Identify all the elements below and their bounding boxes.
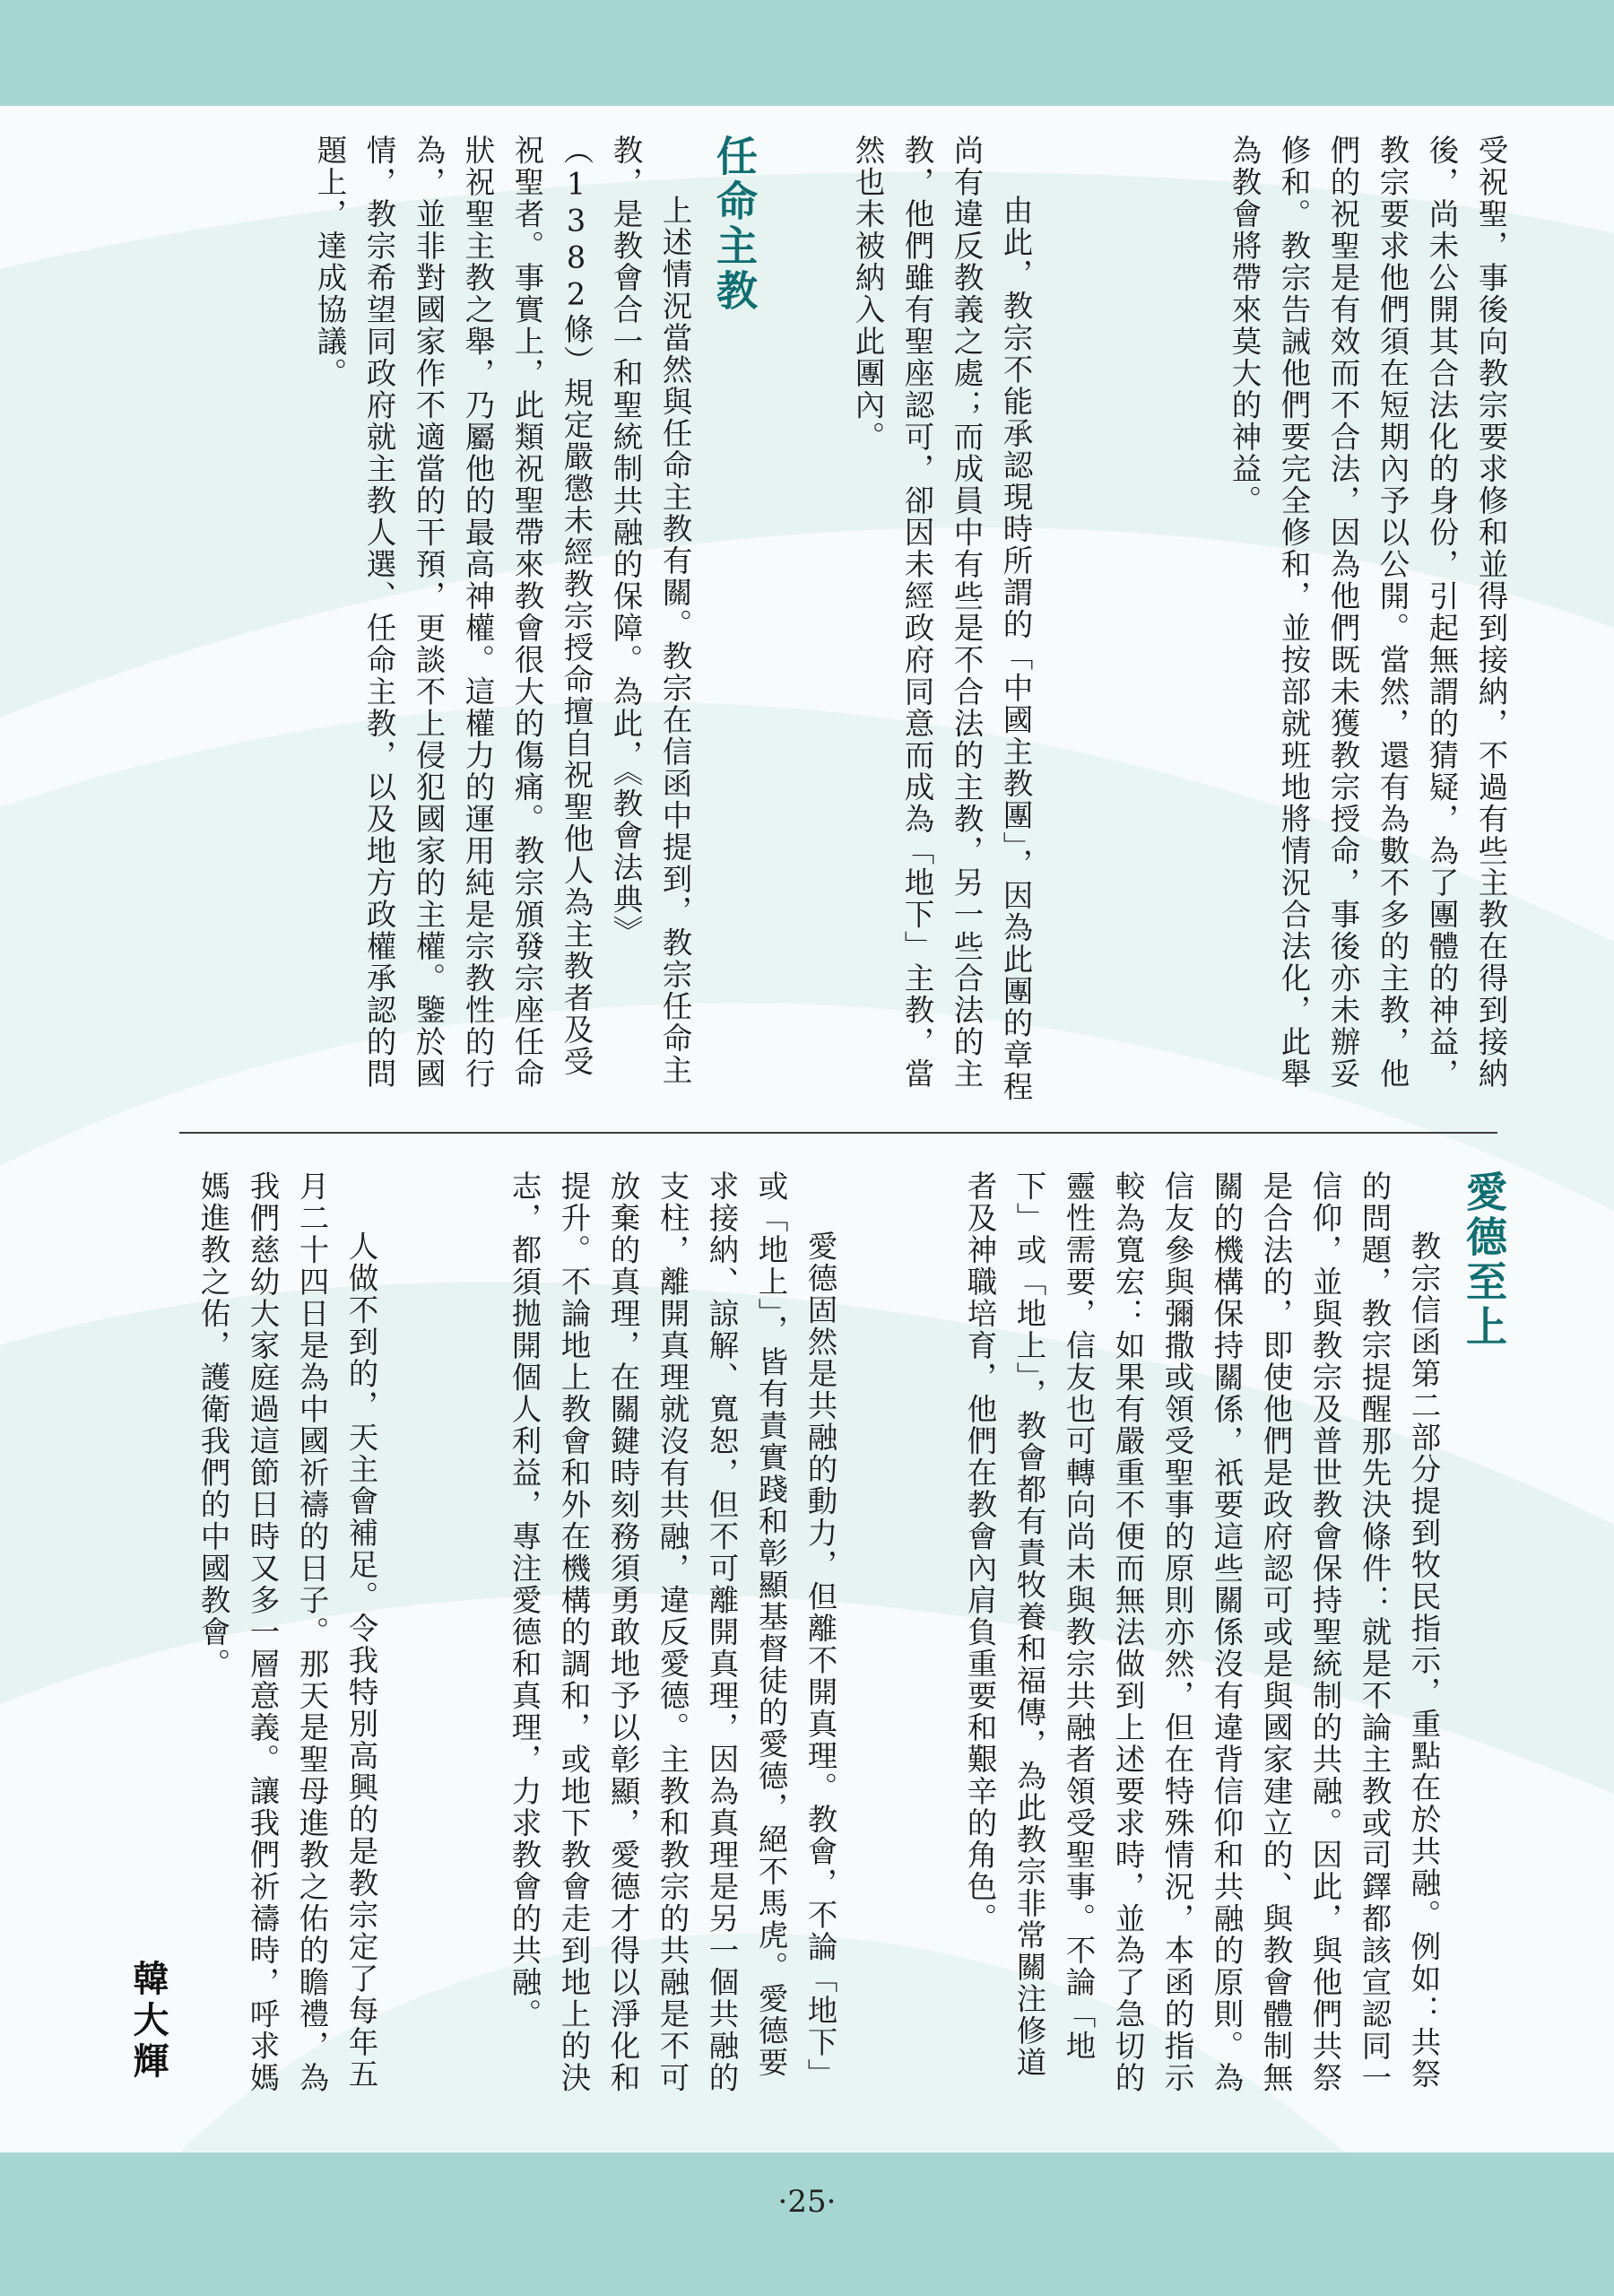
page-number: ·25· xyxy=(777,2184,837,2220)
section-title-charity-first: 愛德至上 xyxy=(1460,1170,1508,1350)
top-paragraph-1: 受祝聖，事後向教宗要求修和並得到接納，不過有些主教在得到接納後，尚未公開其合法化的身份，引起無謂的猜疑，為了團體的神益，教宗要求他們須在短期內予以公開。當然，還有為數不多的主教，他們的祝聖是有效而不合法，因為他們既未獲教宗授命，事後亦未辦妥修和。教宗告誡他們要完全修和，並按部就班地將情況合法化，此舉為教會將帶來莫大的神益。 xyxy=(1227,135,1508,1090)
author-name: 韓大輝 xyxy=(127,1960,169,2083)
appoint-bishops-paragraph: 上述情況當然與任命主教有關。教宗在信函中提到，教宗任命主教，是教會合一和聖統制共融的保障。為此，《教會法典》（1382條）規定嚴懲未經教宗授命擅自祝聖他人為主教者及受祝聖者。事實上，此類祝聖帶來教會很大的傷痛。教宗頒發宗座任命狀祝聖主教之舉，乃屬他的最高神權。這權力的運用純是宗教性的行為，並非對國家作不適當的干預，更談不上侵犯國家的主權。鑒於國情，教宗希望同政府就主教人選、任命主教，以及地方政權承認的問題上，達成協議。 xyxy=(312,135,692,1090)
section-title-appoint-bishops: 任命主教 xyxy=(710,135,759,314)
bottom-color-band xyxy=(0,2152,1614,2296)
charity-paragraph-3: 人做不到的，天主會補足。令我特別高興的是教宗定了每年五月二十四日是為中國祈禱的日子。那天是聖母進教之佑的瞻禮，為我們慈幼大家庭過這節日時又多一層意義。讓我們祈禱時，呼求媽媽進教之佑，護衛我們的中國教會。 xyxy=(195,1170,378,2094)
charity-paragraph-1: 教宗信函第二部分提到牧民指示，重點在於共融。例如：共祭的問題，教宗提醒那先決條件：就是不論主教或司鐸都該宣認同一信仰，並與教宗及普世教會保持聖統制的共融。因此，與他們共祭是合法的，即使他們是政府認可或是與國家建立的、與教會體制無關的機構保持關係，祇要這些關係沒有違背信仰和共融的原則。為信友參與彌撒或領受聖事的原則亦然，但在特殊情況，本函的指示較為寬宏：如果有嚴重不便而無法做到上述要求時，並為了急切的靈性需要，信友也可轉向尚未與教宗共融者領受聖事。不論「地下」或「地上」，教會都有責牧養和福傳，為此教宗非常關注修道者及神職培育，他們在教會內肩負重要和艱辛的角色。 xyxy=(962,1170,1441,2094)
section-divider xyxy=(179,1132,1497,1134)
top-color-band xyxy=(0,0,1614,106)
charity-paragraph-2: 愛德固然是共融的動力，但離不開真理。教會，不論「地下」或「地上」，皆有責實踐和彰顯基督徒的愛德，絕不馬虎。愛德要求接納、諒解、寬恕，但不可離開真理，因為真理是另一個共融的支柱，離開真理就沒有共融，違反愛德。主教和教宗的共融是不可放棄的真理，在關鍵時刻務須勇敢地予以彰顯，愛德才得以淨化和提升。不論地上教會和外在機構的調和，或地下教會走到地上的決志，都須拋開個人利益，專注愛德和真理，力求教會的共融。 xyxy=(507,1170,837,2094)
top-paragraph-2: 由此，教宗不能承認現時所謂的「中國主教團」，因為此團的章程尚有違反教義之處；而成員中有些是不合法的主教，另一些合法的主教，他們雖有聖座認可，卻因未經政府同意而成為「地下」主教，當然也未被納入此團內。 xyxy=(850,135,1033,1103)
